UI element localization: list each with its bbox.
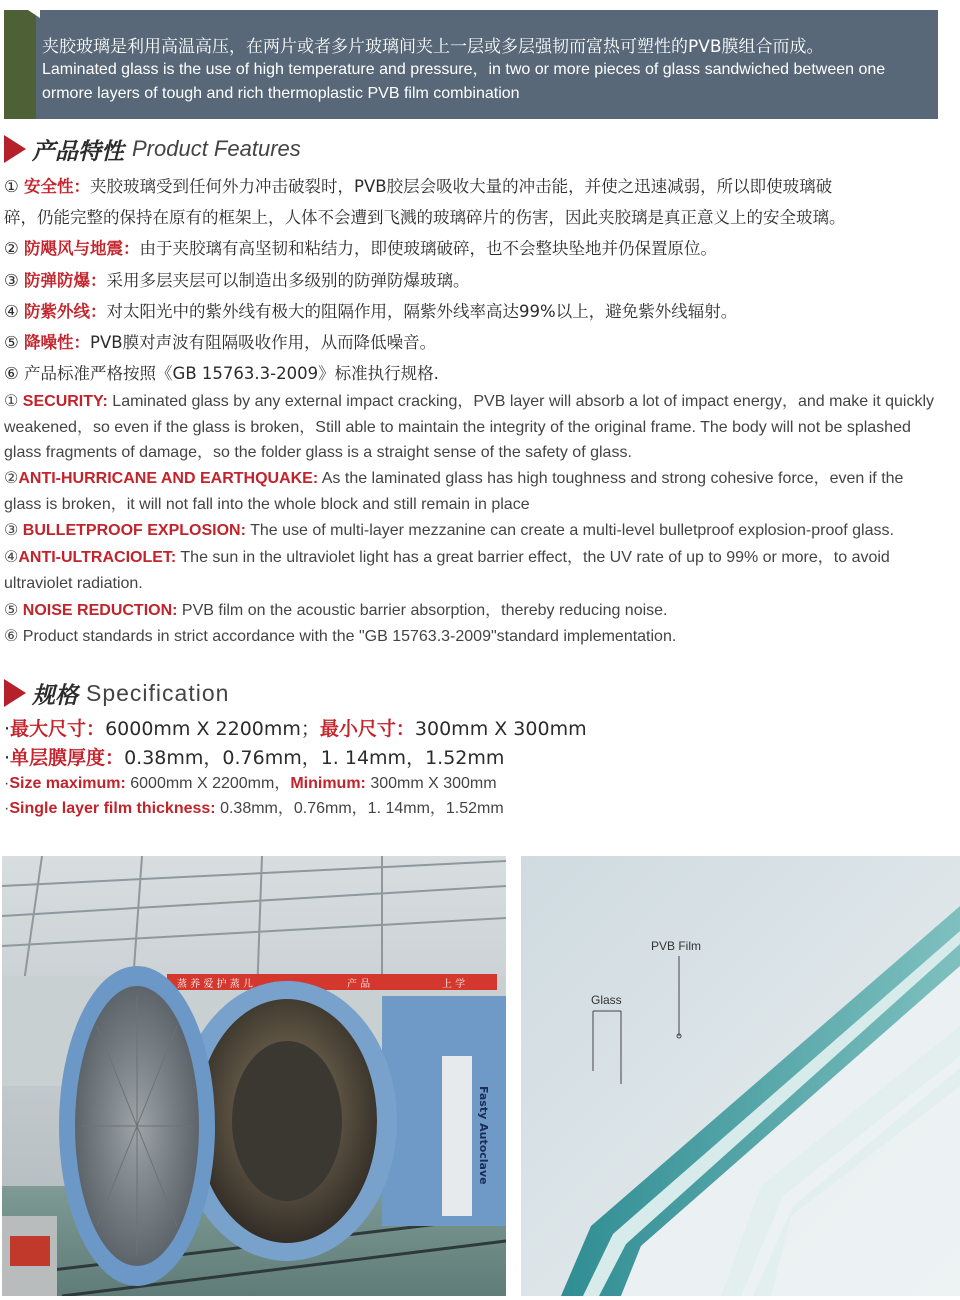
banner-text-1: 蒸 养 爱 护 蒸 儿 [177,979,253,990]
spec-thick-label-zh: 单层膜厚度： [10,747,125,769]
feature-number: ③ [4,522,19,539]
feature-zh-3 [4,267,934,291]
intro-banner [4,10,938,119]
feature-zh-2 [4,235,934,259]
spec-thick-value-en: 0.38mm，0.76mm，1. 14mm，1.52mm [215,800,504,817]
spec-max-label-zh: 最大尺寸： [10,718,106,740]
feature-number: ① [4,177,19,196]
feature-en-3 [4,518,934,544]
spec-max-value: 6000mm X 2200mm； [105,718,320,740]
feature-text: Laminated glass by any external impact cracking，PVB layer will absorb a lot of impact energy，and make it quickly weakened，so even if the glass is broken，Still able to maintain the integrity of the original frame. The body will not be splashed glass fragments of damage，so the folder glass is a straight sense of the safety of glass. [4,393,934,461]
spec-min-value: 300mm X 300mm [414,718,587,740]
feature-label: 防紫外线： [24,302,107,321]
spec-thickness-en [4,795,504,818]
glass-layers-photo [521,856,960,1296]
feature-en-1 [4,389,934,466]
spec-heading-zh: 规格 [32,682,78,709]
banner-text-3: 上 学 [442,979,466,990]
red-triangle-icon [4,679,26,707]
features-heading [4,134,301,164]
spec-thick-label-en: Single layer film thickness: [9,800,216,817]
autoclave-photo [2,856,506,1296]
banner-text-2: 产 品 [347,979,371,990]
bullet-dot: · [4,718,11,740]
autoclave-brand-text: Fasty Autoclave [477,1086,490,1185]
glass-layers-illustration [521,856,960,1296]
feature-number: ⑤ [4,602,19,619]
feature-number: ⑤ [4,333,19,352]
feature-en-4 [4,545,934,596]
feature-label: BULLETPROOF EXPLOSION: [22,522,246,539]
intro-text-en: Laminated glass is the use of high temperature and pressure，in two or more pieces of glass sandwiched between one ormore layers of tough and rich thermoplastic PVB film combination [42,61,886,102]
feature-zh-1-cont: 碎，仍能完整的保持在原有的框架上，人体不会遭到飞溅的玻璃碎片的伤害，因此夹胶璃是真正意义上的安全玻璃。 [4,208,846,227]
spec-heading [4,678,229,708]
spec-min-label-zh: 最小尺寸： [319,718,415,740]
glass-label: Glass [591,993,622,1007]
feature-text: The sun in the ultraviolet light has a great barrier effect，the UV rate of up to 99% or more，to avoid ultraviolet radiation. [4,549,890,592]
spec-max-value-en: 6000mm X 2200mm， [125,775,291,792]
feature-label: 降噪性： [24,333,91,352]
pvb-film-label: PVB Film [651,939,702,953]
feature-zh-1 [4,173,934,197]
feature-number: ② [4,239,19,258]
spec-min-label-en: Minimum: [290,775,366,792]
autoclave-illustration [2,856,506,1296]
feature-number: ② [4,470,19,487]
feature-text: The use of multi-layer mezzanine can create a multi-level bulletproof explosion-proof glass. [245,522,894,539]
feature-en-5 [4,598,934,624]
red-triangle-icon [4,135,26,163]
features-heading-en: Product Features [132,136,301,161]
feature-zh-6 [4,360,934,384]
spec-size-en [4,770,497,793]
feature-label: ANTI-HURRICANE AND EARTHQUAKE: [18,470,319,487]
feature-text: 由于夹胶璃有高坚韧和粘结力，即使玻璃破碎，也不会整块坠地并仍保置原位。 [139,239,718,258]
feature-label: 安全性： [24,177,91,196]
feature-zh-4 [4,298,934,322]
feature-text: Product standards in strict accordance with the "GB 15763.3-2009"standard implementation. [22,628,677,645]
feature-label: 防飓风与地震： [24,239,140,258]
feature-text: 产品标准严格按照《GB 15763.3-2009》标准执行规格. [24,364,439,383]
spec-thickness-zh [4,743,504,770]
spec-size-zh [4,714,587,741]
spec-max-label-en: Size maximum: [9,775,126,792]
feature-number: ⑥ [4,364,19,383]
feature-label: SECURITY: [22,393,108,410]
banner-corner-notch [28,10,40,18]
feature-en-2 [4,466,934,517]
feature-text: 对太阳光中的紫外线有极大的阻隔作用，隔紫外线率高达99%以上，避免紫外线辐射。 [106,302,738,321]
banner-accent-stripe [4,10,36,119]
intro-text-zh: 夹胶玻璃是利用高温高压，在两片或者多片玻璃间夹上一层或多层强韧而富热可塑性的PVB膜组合而成。 [42,37,824,57]
feature-zh-5 [4,329,934,353]
spec-heading-en: Specification [86,679,230,706]
bullet-dot: · [4,775,10,792]
feature-text: PVB film on the acoustic barrier absorption，thereby reducing noise. [177,602,668,619]
feature-number: ⑥ [4,628,19,645]
feature-number: ③ [4,271,19,290]
feature-text: 夹胶玻璃受到任何外力冲击破裂时，PVB胶层会吸收大量的冲击能，并使之迅速减弱，所以即使玻璃破 [90,177,833,196]
feature-en-6 [4,624,934,650]
feature-text: 采用多层夹层可以制造出多级别的防弹防爆玻璃。 [106,271,470,290]
features-heading-zh: 产品特性 [32,138,124,165]
feature-label: ANTI-ULTRACIOLET: [18,549,177,566]
feature-label: 防弹防爆： [24,271,107,290]
feature-number: ④ [4,302,19,321]
feature-number: ① [4,393,19,410]
spec-thick-value: 0.38mm，0.76mm，1. 14mm，1.52mm [124,747,505,769]
bullet-dot: · [4,747,11,769]
feature-text: As the laminated glass has high toughness and strong cohesive force，even if the glass is broken，it will not fall into the whole block and still remain in place [4,470,904,513]
feature-label: NOISE REDUCTION: [22,602,178,619]
feature-text: PVB膜对声波有阻隔吸收作用，从而降低噪音。 [90,333,437,352]
feature-number: ④ [4,549,19,566]
spec-min-value-en: 300mm X 300mm [365,775,497,792]
bullet-dot: · [4,800,10,817]
